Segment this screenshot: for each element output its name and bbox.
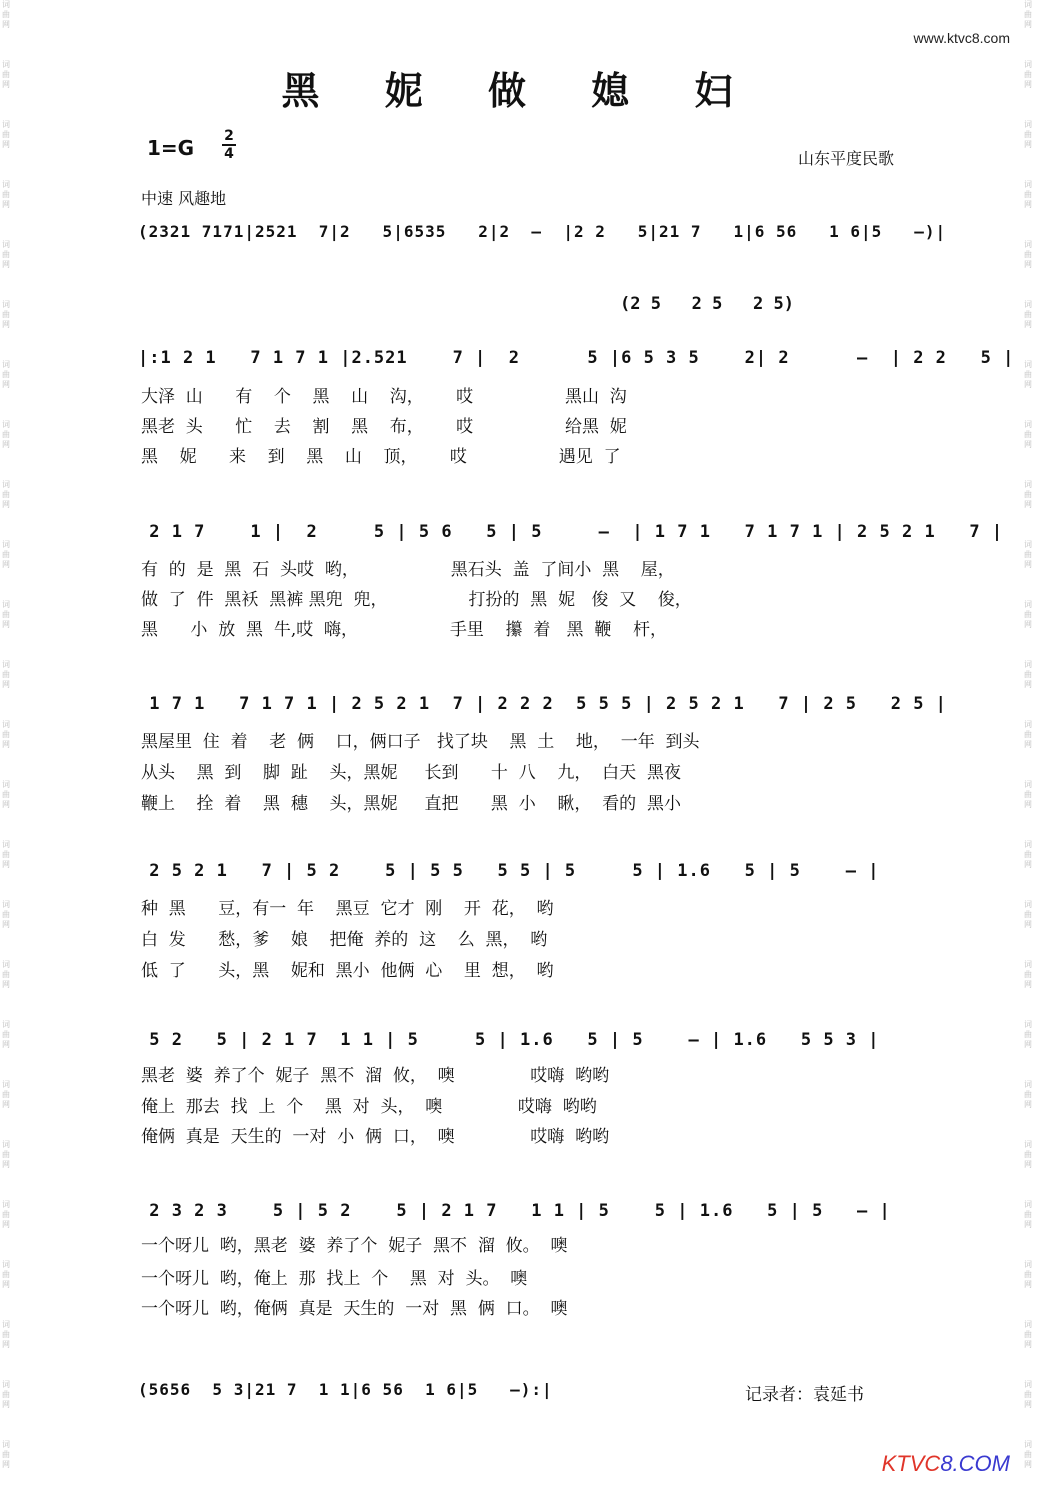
watermark-text: 词 曲 网 <box>2 1440 10 1469</box>
watermark-text: 词 曲 网 <box>1024 1380 1032 1409</box>
watermark-text: 词 曲 网 <box>1024 120 1032 149</box>
watermark-text: 词 曲 网 <box>1024 360 1032 389</box>
lyric-row-2-verse-3: 黑 小 放 黑 牛,哎 嗨， 手里 攥 着 黑 鞭 杆， <box>141 620 667 640</box>
notation-row-intro: (2321 7171|2521 7|2 5|6535 2|2 — |2 2 5|21 7 1|6 56 1 6|5 —)| <box>138 222 947 241</box>
lyric-row-2-verse-1: 有 的 是 黑 石 头哎 哟， 黑石头 盖 了间小 黑 屋， <box>141 560 675 580</box>
watermark-text: 词 曲 网 <box>2 0 10 29</box>
watermark-text: 词 曲 网 <box>2 1080 10 1109</box>
meter-numerator: 2 <box>222 128 236 146</box>
watermark-text: 词 曲 网 <box>2 360 10 389</box>
notation-row-4: 2 5 2 1 7 | 5 2 5 | 5 5 5 5 | 5 5 | 1.6 5 | 5 — | <box>138 861 880 881</box>
tempo-marking: 中速 风趣地 <box>141 189 227 208</box>
watermark-text: 词 曲 网 <box>2 600 10 629</box>
watermark-text: 词 曲 网 <box>1024 1440 1032 1469</box>
watermark-text: 词 曲 网 <box>1024 60 1032 89</box>
song-origin: 山东平度民歌 <box>797 149 894 168</box>
lyric-row-3-verse-3: 鞭上 拴 着 黑 穗 头，黑妮 直把 黑 小 瞅， 看的 黑小 <box>141 794 681 814</box>
watermark-text: 词 曲 网 <box>2 840 10 869</box>
watermark-text: 词 曲 网 <box>1024 0 1032 29</box>
watermark-text: 词 曲 网 <box>2 180 10 209</box>
meter-denominator: 4 <box>224 146 234 162</box>
watermark-text: 词 曲 网 <box>1024 180 1032 209</box>
lyric-row-5-verse-2: 俺上 那去 找 上 个 黑 对 头， 噢 哎嗨 哟哟 <box>141 1097 597 1117</box>
watermark-text: 词 曲 网 <box>1024 600 1032 629</box>
key-signature: 1=G <box>147 136 195 160</box>
watermark-text: 词 曲 网 <box>2 1020 10 1049</box>
left-margin-watermark <box>2 0 16 1507</box>
watermark-text: 词 曲 网 <box>2 1380 10 1409</box>
right-margin-watermark <box>1024 0 1038 1507</box>
watermark-text: 词 曲 网 <box>2 120 10 149</box>
watermark-text: 词 曲 网 <box>1024 900 1032 929</box>
watermark-text: 词 曲 网 <box>1024 720 1032 749</box>
lyric-row-3-verse-2: 从头 黑 到 脚 趾 头，黑妮 长到 十 八 九， 白天 黑夜 <box>141 763 681 783</box>
watermark-text: 词 曲 网 <box>2 1200 10 1229</box>
watermark-text: 词 曲 网 <box>2 540 10 569</box>
watermark-text: 词 曲 网 <box>1024 840 1032 869</box>
watermark-text: 词 曲 网 <box>1024 960 1032 989</box>
watermark-text: 词 曲 网 <box>1024 660 1032 689</box>
watermark-text: 词 曲 网 <box>2 900 10 929</box>
watermark-text: 词 曲 网 <box>2 660 10 689</box>
watermark-text: 词 曲 网 <box>1024 480 1032 509</box>
lyric-row-3-verse-1: 黑屋里 住 着 老 俩 口，俩口子 找了块 黑 土 地， 一年 到头 <box>141 732 700 752</box>
lyric-row-6-verse-3: 一个呀儿 哟，俺俩 真是 天生的 一对 黑 俩 口。 噢 <box>141 1299 568 1319</box>
time-signature <box>222 128 236 162</box>
lyric-row-5-verse-3: 俺俩 真是 天生的 一对 小 俩 口， 噢 哎嗨 哟哟 <box>141 1127 610 1147</box>
watermark-text: 词 曲 网 <box>1024 1200 1032 1229</box>
recorder-credit: 记录者：袁延书 <box>745 1385 864 1405</box>
watermark-text: 词 曲 网 <box>1024 1260 1032 1289</box>
watermark-text: 词 曲 网 <box>1024 540 1032 569</box>
site-url[interactable]: www.ktvc8.com <box>913 30 1010 46</box>
notation-row-6: 2 3 2 3 5 | 5 2 5 | 2 1 7 1 1 | 5 5 | 1.6 5 | 5 — | <box>138 1201 891 1221</box>
song-title: 黑 妮 做 媳 妇 <box>281 69 759 113</box>
lyric-row-4-verse-2: 白 发 愁，爹 娘 把俺 养的 这 么 黑， 哟 <box>141 930 548 950</box>
lyric-row-1-verse-2: 黑老 头 忙 去 割 黑 布， 哎 给黑 妮 <box>141 417 627 437</box>
watermark-text: 词 曲 网 <box>2 1140 10 1169</box>
notation-row-3: 1 7 1 7 1 7 1 | 2 5 2 1 7 | 2 2 2 5 5 5 | 2 5 2 1 7 | 2 5 2 5 | <box>138 694 947 714</box>
interlude-marker: (2 5 2 5 2 5) <box>620 294 794 314</box>
watermark-text: 词 曲 网 <box>2 60 10 89</box>
site-logo[interactable] <box>882 1451 1010 1477</box>
lyric-row-1-verse-3: 黑 妮 来 到 黑 山 顶， 哎 遇见 了 <box>141 447 621 467</box>
watermark-text: 词 曲 网 <box>2 420 10 449</box>
lyric-row-1-verse-1: 大泽 山 有 个 黑 山 沟， 哎 黑山 沟 <box>141 387 627 407</box>
watermark-text: 词 曲 网 <box>2 1320 10 1349</box>
logo-left: KTVC <box>881 1451 941 1476</box>
notation-row-2: 2 1 7 1 | 2 5 | 5 6 5 | 5 — | 1 7 1 7 1 7 1 | 2 5 2 1 7 | <box>138 522 1004 542</box>
watermark-text: 词 曲 网 <box>1024 300 1032 329</box>
watermark-text: 词 曲 网 <box>2 480 10 509</box>
notation-row-5: 5 2 5 | 2 1 7 1 1 | 5 5 | 1.6 5 | 5 — | 1.6 5 5 3 | <box>138 1030 880 1050</box>
watermark-text: 词 曲 网 <box>1024 420 1032 449</box>
watermark-text: 词 曲 网 <box>2 1260 10 1289</box>
watermark-text: 词 曲 网 <box>2 240 10 269</box>
notation-row-1: |:1 2 1 7 1 7 1 |2.521 7 | 2 5 |6 5 3 5 2| 2 — | 2 2 5 | <box>138 348 1015 368</box>
watermark-text: 词 曲 网 <box>1024 1020 1032 1049</box>
lyric-row-4-verse-1: 种 黑 豆，有一 年 黑豆 它才 刚 开 花， 哟 <box>141 899 554 919</box>
logo-right: 8.COM <box>940 1451 1010 1476</box>
lyric-row-6-verse-2: 一个呀儿 哟，俺上 那 找上 个 黑 对 头。 噢 <box>141 1269 528 1289</box>
lyric-row-6-verse-1: 一个呀儿 哟，黑老 婆 养了个 妮子 黑不 溜 攸。 噢 <box>141 1236 568 1256</box>
watermark-text: 词 曲 网 <box>2 780 10 809</box>
lyric-row-2-verse-2: 做 了 件 黑袄 黑裤 黑兜 兜， 打扮的 黑 妮 俊 又 俊， <box>141 590 692 610</box>
watermark-text: 词 曲 网 <box>2 960 10 989</box>
notation-row-outro: (5656 5 3|21 7 1 1|6 56 1 6|5 —):| <box>138 1380 553 1399</box>
watermark-text: 词 曲 网 <box>1024 1320 1032 1349</box>
watermark-text: 词 曲 网 <box>2 720 10 749</box>
watermark-text: 词 曲 网 <box>1024 240 1032 269</box>
watermark-text: 词 曲 网 <box>1024 1080 1032 1109</box>
lyric-row-5-verse-1: 黑老 婆 养了个 妮子 黑不 溜 攸， 噢 哎嗨 哟哟 <box>141 1066 610 1086</box>
lyric-row-4-verse-3: 低 了 头，黑 妮和 黑小 他俩 心 里 想， 哟 <box>141 961 554 981</box>
watermark-text: 词 曲 网 <box>2 300 10 329</box>
watermark-text: 词 曲 网 <box>1024 1140 1032 1169</box>
watermark-text: 词 曲 网 <box>1024 780 1032 809</box>
